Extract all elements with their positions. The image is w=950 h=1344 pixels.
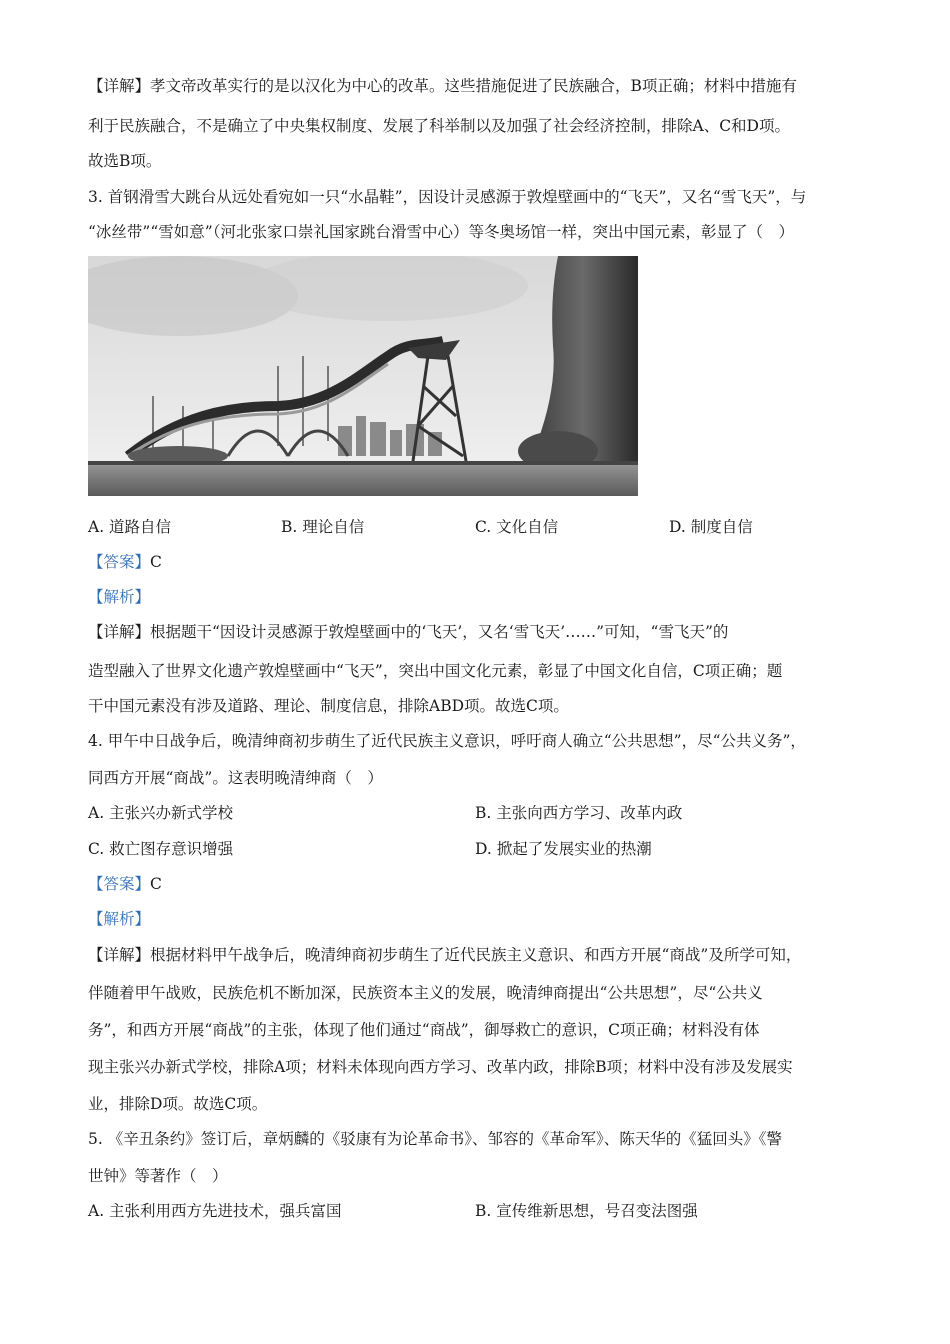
q3-detail-line-1: 【详解】根据题干“因设计灵感源于敦煌壁画中的‘飞天’，又名‘雪飞天’……”可知，“雪飞天”的 bbox=[88, 623, 729, 641]
q3-analysis-label: 【解析】 bbox=[88, 588, 151, 606]
q2-detail-line-2: 利于民族融合，不是确立了中央集权制度、发展了科举制以及加强了社会经济控制，排除A、C和D项。 bbox=[88, 117, 790, 135]
q3-stem-line-1: 3. 首钢滑雪大跳台从远处看宛如一只“水晶鞋”，因设计灵感源于敦煌壁画中的“飞天”，又名“雪飞天”，与 bbox=[88, 188, 807, 206]
q5-option-a: A. 主张利用西方先进技术，强兵富国 bbox=[88, 1202, 342, 1220]
q2-detail-line-3: 故选B项。 bbox=[88, 152, 162, 170]
q3-answer-value: C bbox=[150, 553, 162, 571]
q4-stem-line-2: 同西方开展“商战”。这表明晚清绅商（ ） bbox=[88, 769, 383, 787]
q4-detail-line-1: 【详解】根据材料甲午战争后，晚清绅商初步萌生了近代民族主义意识、和西方开展“商战”及所学可知， bbox=[88, 946, 802, 964]
q3-option-a: A. 道路自信 bbox=[88, 518, 172, 536]
q5-option-b: B. 宣传维新思想，号召变法图强 bbox=[475, 1202, 698, 1220]
q5-stem-line-1: 5. 《辛丑条约》签订后，章炳麟的《驳康有为论革命书》、邹容的《革命军》、陈天华的《猛回头》《警 bbox=[88, 1130, 782, 1148]
q2-detail-line-1: 【详解】孝文帝改革实行的是以汉化为中心的改革。这些措施促进了民族融合，B项正确；材料中措施有 bbox=[88, 77, 797, 95]
q5-stem-line-2: 世钟》等著作（ ） bbox=[88, 1167, 228, 1185]
q3-option-d: D. 制度自信 bbox=[669, 518, 753, 536]
q4-answer-value: C bbox=[150, 875, 162, 893]
q4-detail-line-4: 现主张兴办新式学校，排除A项；材料未体现向西方学习、改革内政，排除B项；材料中没有涉及发展实 bbox=[88, 1058, 793, 1076]
q4-answer bbox=[88, 873, 868, 895]
q3-stem-line-2: “冰丝带”“雪如意”（河北张家口崇礼国家跳台滑雪中心）等冬奥场馆一样，突出中国元素，彰显了（ ） bbox=[88, 223, 794, 241]
q3-answer bbox=[88, 551, 868, 573]
q4-analysis-label: 【解析】 bbox=[88, 910, 151, 928]
q4-answer-label: 【答案】 bbox=[88, 875, 151, 893]
q4-detail-line-5: 业，排除D项。故选C项。 bbox=[88, 1095, 268, 1113]
ski-jump-photo bbox=[88, 256, 638, 496]
q4-option-a: A. 主张兴办新式学校 bbox=[88, 804, 234, 822]
q3-detail-line-2: 造型融入了世界文化遗产敦煌壁画中“飞天”，突出中国文化元素，彰显了中国文化自信，C项正确；题 bbox=[88, 662, 783, 680]
q3-detail-line-3: 干中国元素没有涉及道路、理论、制度信息，排除ABD项。故选C项。 bbox=[88, 697, 569, 715]
q4-option-b: B. 主张向西方学习、改革内政 bbox=[475, 804, 683, 822]
q4-option-d: D. 掀起了发展实业的热潮 bbox=[475, 840, 652, 858]
q4-detail-line-2: 伴随着甲午战败，民族危机不断加深，民族资本主义的发展，晚清绅商提出“公共思想”，尽“公共义 bbox=[88, 984, 763, 1002]
q3-answer-label: 【答案】 bbox=[88, 553, 151, 571]
q3-option-c: C. 文化自信 bbox=[475, 518, 559, 536]
q4-stem-line-1: 4. 甲午中日战争后，晚清绅商初步萌生了近代民族主义意识，呼吁商人确立“公共思想”，尽“公共义务”， bbox=[88, 732, 806, 750]
q4-option-c: C. 救亡图存意识增强 bbox=[88, 840, 234, 858]
q4-detail-line-3: 务”，和西方开展“商战”的主张，体现了他们通过“商战”，御辱救亡的意识，C项正确；材料没有体 bbox=[88, 1021, 760, 1039]
q3-option-b: B. 理论自信 bbox=[281, 518, 365, 536]
